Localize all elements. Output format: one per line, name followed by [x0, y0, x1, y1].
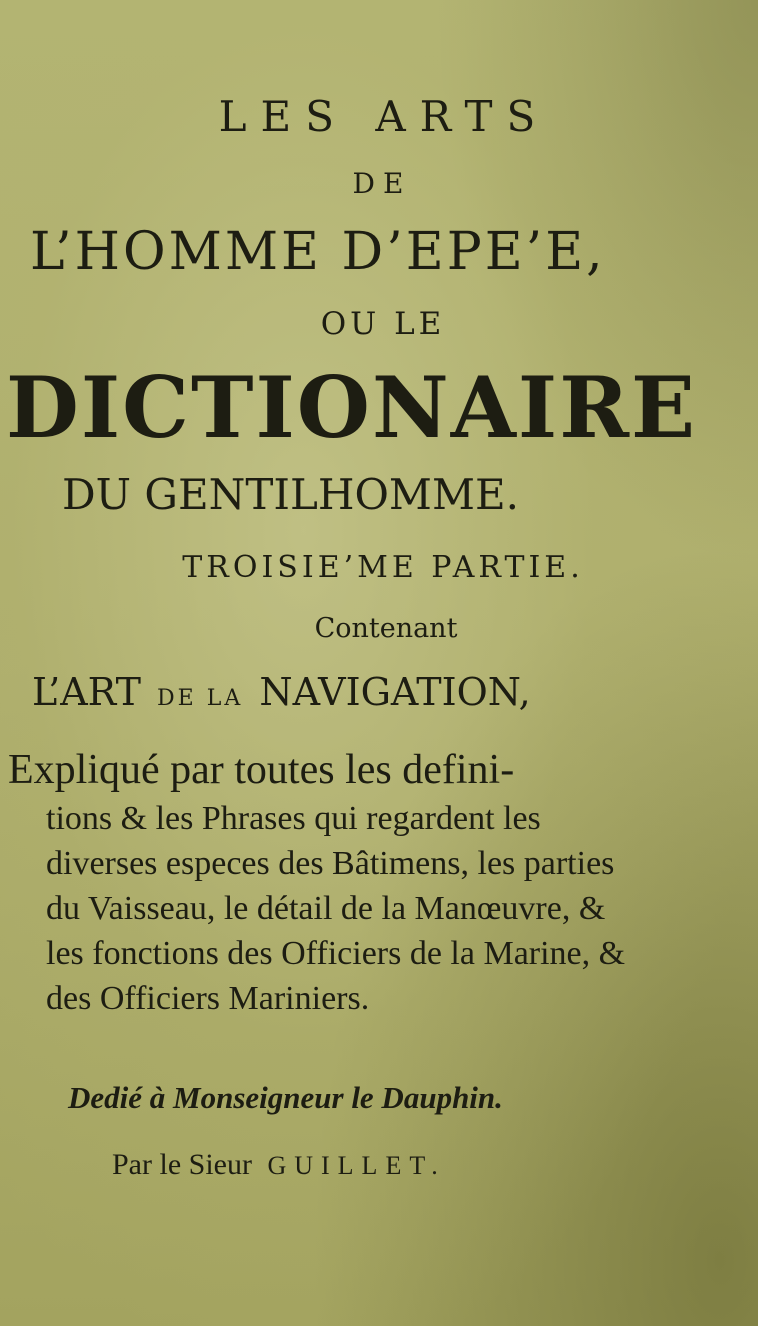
heading-du-gentilhomme: DU GENTILHOMME. — [62, 470, 519, 519]
heading-de: DE — [352, 167, 412, 200]
art-word: L’ART — [32, 670, 141, 714]
description-paragraph — [8, 744, 648, 1021]
heading-art-navigation — [32, 670, 531, 714]
heading-ou-le: OU LE — [320, 306, 446, 342]
description-first-line: Expliqué par toutes les defini- — [8, 747, 515, 793]
heading-contenant: Contenant — [314, 613, 458, 644]
heading-les-arts: LES ARTS — [218, 92, 550, 141]
heading-troisieme-partie: TROISIE’ME PARTIE. — [182, 550, 584, 585]
author-name: GUILLET. — [267, 1151, 446, 1180]
navigation-word: NAVIGATION, — [259, 670, 531, 714]
heading-homme-d-epee: L’HOMME D’EPE’E, — [30, 222, 606, 282]
de-la-word: DE LA — [157, 686, 244, 711]
author-line — [112, 1148, 446, 1182]
author-prefix: Par le Sieur — [112, 1148, 252, 1181]
heading-dictionaire: DICTIONAIRE — [6, 358, 698, 457]
description-continued: tions & les Phrases qui regardent les diverses especes des Bâtimens, les parties du Vaisseau, le détail de la Manœuvre, & les fonctions des Officiers de la Marine, & des Officiers Mariniers. — [46, 800, 626, 1017]
dedication: Dedié à Monseigneur le Dauphin. — [68, 1080, 503, 1115]
